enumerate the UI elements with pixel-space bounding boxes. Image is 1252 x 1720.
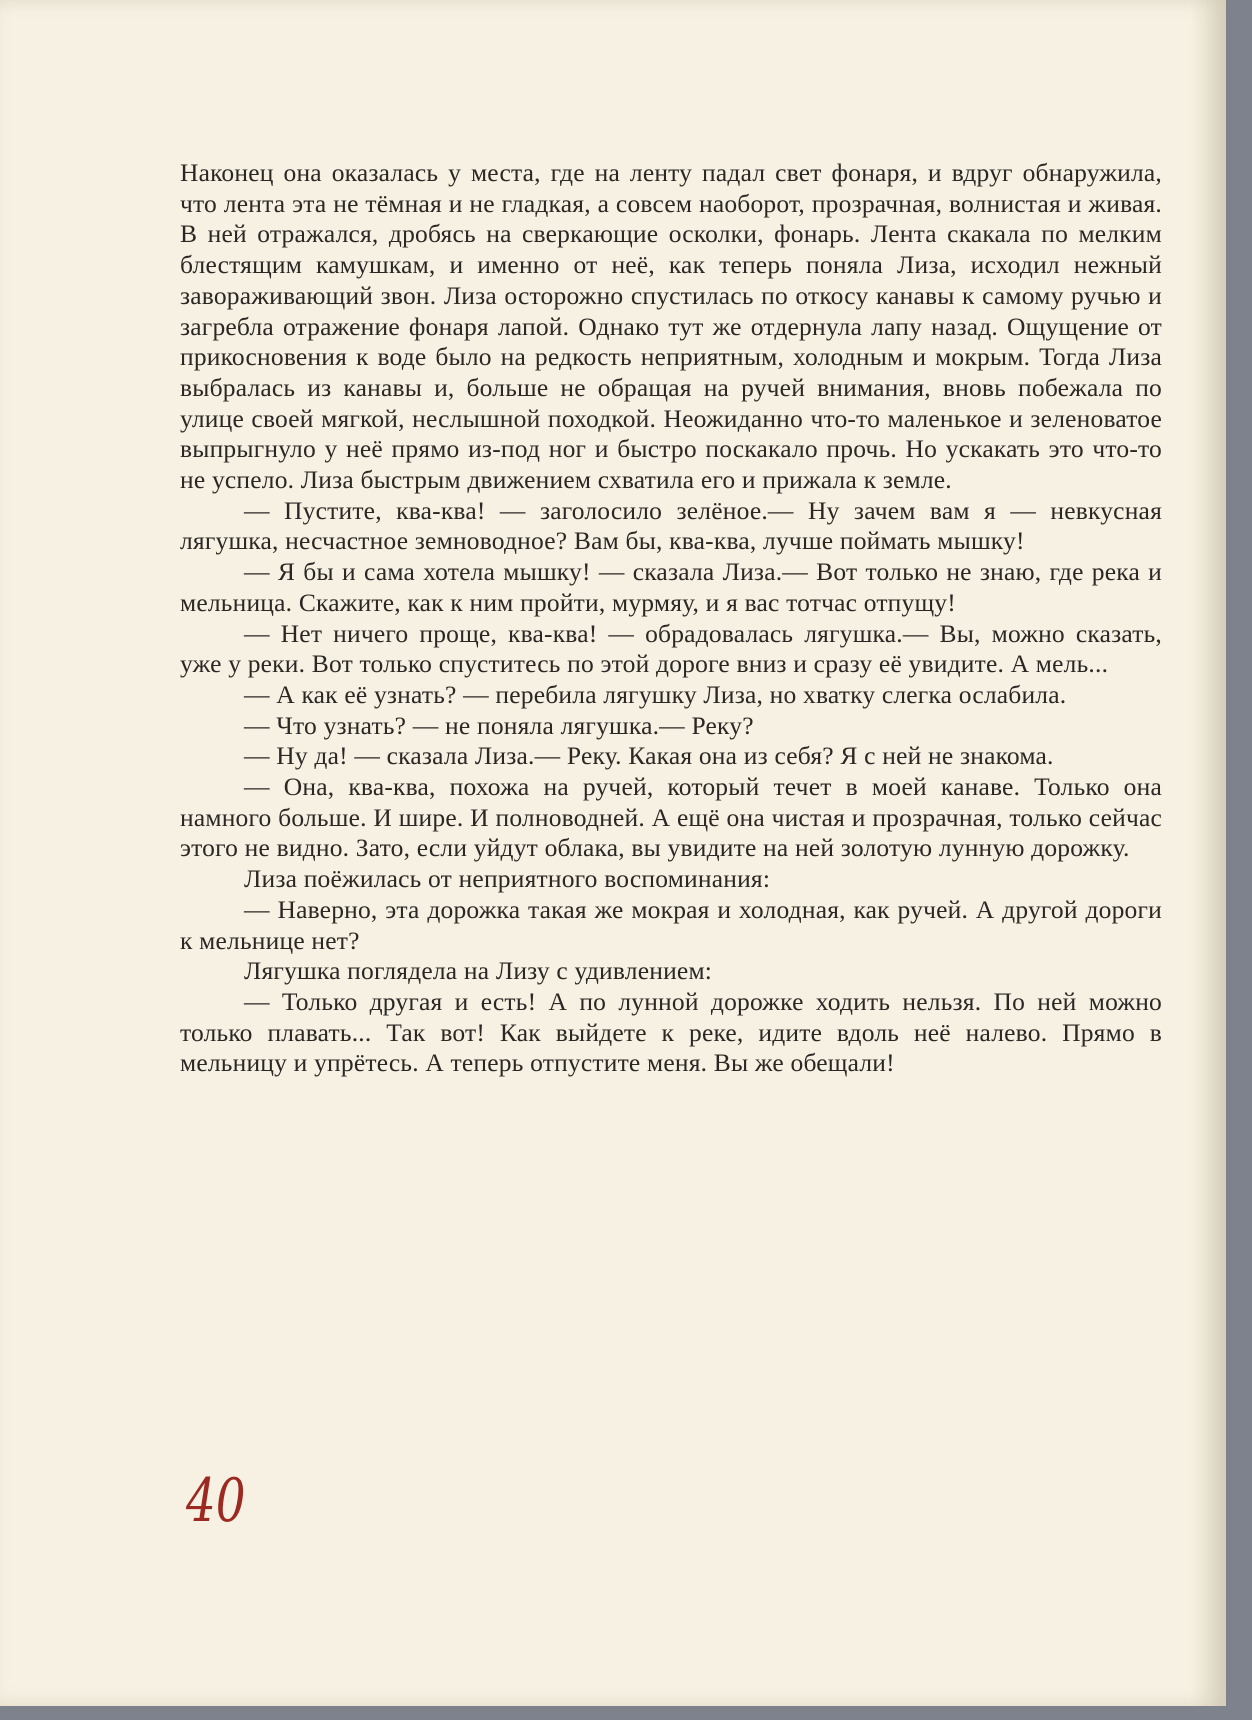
paragraph: — Нет ничего проще, ква-ква! — обрадовалась лягушка.— Вы, можно сказать, уже у реки. Вот только спуститесь по этой дороге вниз и сразу её увидите. А мель... (180, 618, 1162, 679)
paragraph: — Только другая и есть! А по лунной дорожке ходить нельзя. По ней можно только плавать... Так вот! Как выйдете к реке, идите вдоль неё налево. Прямо в мельницу и упрётесь. А теперь отпустите меня. Вы же обещали! (180, 986, 1162, 1078)
paragraph: — Я бы и сама хотела мышку! — сказала Лиза.— Вот только не знаю, где река и мельница. Скажите, как к ним пройти, мурмяу, и я вас тотчас отпущу! (180, 557, 1162, 617)
paragraph: — Пустите, ква-ква! — заголосило зелёное.— Ну зачем вам я — невкусная лягушка, несчастное земноводное? Вам бы, ква-ква, лучше поймать мышку! (180, 495, 1162, 556)
paragraph: — Наверно, эта дорожка такая же мокрая и холодная, как ручей. А другой дороги к мельнице нет? (180, 894, 1162, 955)
paragraph: Наконец она оказалась у места, где на ленту падал свет фонаря, и вдруг обнаружила, что лента эта не тёмная и не гладкая, а совсем наоборот, прозрачная, волнистая и живая. В ней отражался, дробясь на сверкающие осколки, фонарь. Лента скакала по мелким блестящим камушкам, и именно от неё, как теперь поняла Лиза, исходил нежный завораживающий звон. Лиза осторожно спустилась по откосу канавы к самому ручью и загребла отражение фонаря лапой. Однако тут же отдернула лапу назад. Ощущение от прикосновения к воде было на редкость неприятным, холодным и мокрым. Тогда Лиза выбралась из канавы и, больше не обращая на ручей внимания, вновь побежала по улице своей мягкой, неслышной походкой. Неожиданно что-то маленькое и зеленоватое выпрыгнуло у неё прямо из-под ног и быстро поскакало прочь. Но ускакать это что-то не успело. Лиза быстрым движением схватила его и прижала к земле. (180, 158, 1162, 495)
paragraph: Лиза поёжилась от неприятного воспоминания: (244, 864, 771, 894)
paragraph: — Ну да! — сказала Лиза.— Реку. Какая она из себя? Я с ней не знакома. (244, 741, 1054, 771)
paragraph: — Она, ква-ква, похожа на ручей, который течет в моей канаве. Только она намного больше. И шире. И полноводней. А ещё она чистая и прозрачная, только сейчас этого не видно. Зато, если уйдут облака, вы увидите на ней золотую лунную дорожку. (180, 772, 1162, 863)
paragraph: — А как её узнать? — перебила лягушку Лиза, но хватку слегка ослабила. (244, 679, 1067, 709)
paragraph: Лягушка поглядела на Лизу с удивлением: (244, 956, 713, 986)
page-number: 40 (186, 1466, 246, 1536)
page-edge-shadow (1190, 0, 1226, 1706)
body-text (180, 158, 1162, 1079)
paragraph: — Что узнать? — не поняла лягушка.— Реку? (244, 710, 754, 740)
